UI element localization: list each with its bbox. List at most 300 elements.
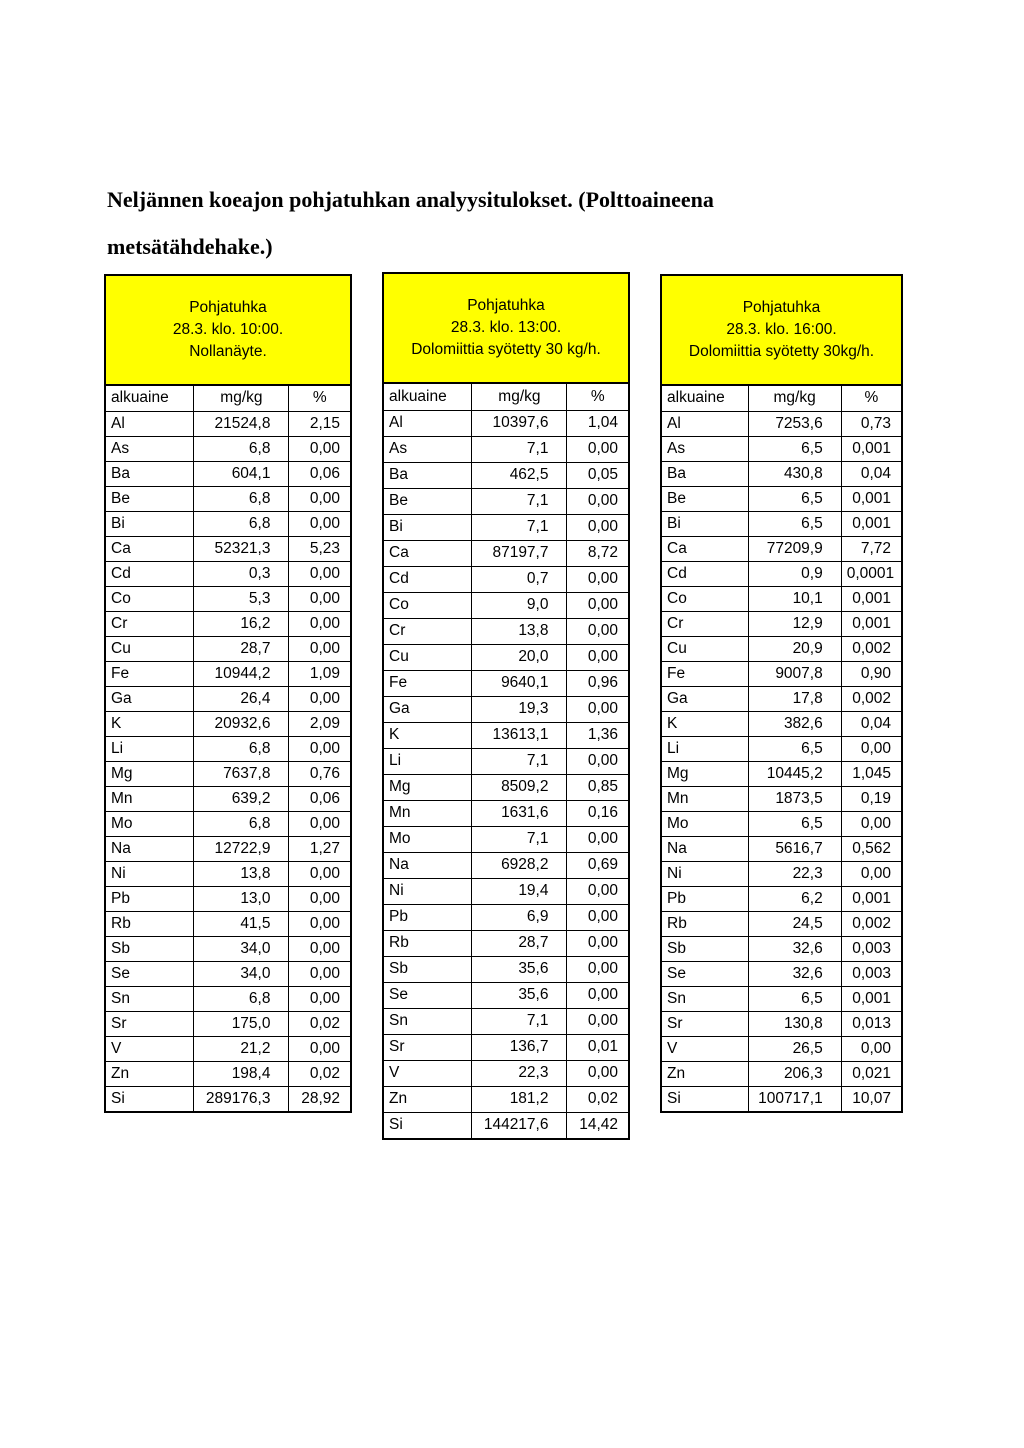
element-cell: Ca — [106, 536, 194, 561]
percent-cell: 0,00 — [289, 961, 350, 986]
table-row — [384, 826, 628, 852]
table-row — [106, 1011, 350, 1036]
table-row — [384, 696, 628, 722]
column-header-percent: % — [289, 386, 350, 411]
element-cell: Al — [106, 411, 194, 436]
table-row — [106, 586, 350, 611]
mgkg-cell: 10,1 — [748, 586, 841, 611]
element-cell: Al — [662, 411, 748, 436]
element-cell: Fe — [662, 661, 748, 686]
table-row — [106, 436, 350, 461]
percent-cell: 0,00 — [841, 861, 901, 886]
percent-cell: 0,69 — [567, 852, 628, 878]
table-row — [106, 486, 350, 511]
mgkg-cell: 5616,7 — [748, 836, 841, 861]
percent-cell: 0,00 — [289, 911, 350, 936]
element-cell: Ga — [662, 686, 748, 711]
mgkg-cell: 0,7 — [472, 566, 567, 592]
mgkg-cell: 6,8 — [194, 811, 289, 836]
table-header-line: Pohjatuhka — [189, 299, 267, 316]
table-header-line: Pohjatuhka — [742, 299, 821, 316]
element-cell: Mg — [662, 761, 748, 786]
element-cell: Co — [662, 586, 748, 611]
column-header-element: alkuaine — [384, 384, 472, 410]
table-row — [106, 911, 350, 936]
percent-cell: 0,00 — [289, 736, 350, 761]
element-cell: Ni — [384, 878, 472, 904]
mgkg-cell: 5,3 — [194, 586, 289, 611]
percent-cell: 0,00 — [289, 436, 350, 461]
table-row — [106, 736, 350, 761]
table-row — [106, 986, 350, 1011]
mgkg-cell: 7637,8 — [194, 761, 289, 786]
mgkg-cell: 34,0 — [194, 961, 289, 986]
mgkg-cell: 0,3 — [194, 561, 289, 586]
element-cell: Cu — [662, 636, 748, 661]
percent-cell: 0,001 — [841, 486, 901, 511]
element-cell: Si — [384, 1112, 472, 1138]
mgkg-cell: 7,1 — [472, 748, 567, 774]
table-row — [662, 686, 901, 711]
element-cell: Fe — [106, 661, 194, 686]
table-row — [662, 511, 901, 536]
table-row — [106, 536, 350, 561]
element-cell: Mn — [384, 800, 472, 826]
mgkg-cell: 6,8 — [194, 736, 289, 761]
percent-cell: 0,00 — [567, 982, 628, 1008]
mgkg-cell: 20,9 — [748, 636, 841, 661]
mgkg-cell: 136,7 — [472, 1034, 567, 1060]
element-cell: Cr — [384, 618, 472, 644]
table-header-line: 28.3. klo. 10:00. — [172, 321, 284, 338]
table-row — [384, 748, 628, 774]
percent-cell: 0,00 — [567, 904, 628, 930]
mgkg-cell: 6,8 — [194, 511, 289, 536]
percent-cell: 0,04 — [841, 461, 901, 486]
mgkg-cell: 20,0 — [472, 644, 567, 670]
element-cell: Mn — [662, 786, 748, 811]
element-cell: Ca — [662, 536, 748, 561]
table-header-line: Dolomiittia syötetty 30kg/h. — [688, 343, 875, 360]
mgkg-cell: 10445,2 — [748, 761, 841, 786]
table-row — [384, 1112, 628, 1138]
percent-cell: 8,72 — [567, 540, 628, 566]
element-cell: Cr — [106, 611, 194, 636]
mgkg-cell: 10944,2 — [194, 661, 289, 686]
mgkg-cell: 7,1 — [472, 488, 567, 514]
mgkg-cell: 7,1 — [472, 1008, 567, 1034]
element-cell: Sn — [384, 1008, 472, 1034]
element-table — [106, 386, 350, 1111]
table-row — [106, 786, 350, 811]
table-row — [384, 800, 628, 826]
percent-cell: 0,96 — [567, 670, 628, 696]
element-cell: Co — [106, 586, 194, 611]
percent-cell: 0,00 — [289, 1036, 350, 1061]
element-cell: Cu — [384, 644, 472, 670]
column-header-percent: % — [841, 386, 901, 411]
mgkg-cell: 1631,6 — [472, 800, 567, 826]
table-row — [384, 930, 628, 956]
table-row — [106, 1061, 350, 1086]
mgkg-cell: 21524,8 — [194, 411, 289, 436]
percent-cell: 0,0001 — [841, 561, 901, 586]
table-row — [662, 936, 901, 961]
mgkg-cell: 430,8 — [748, 461, 841, 486]
percent-cell: 0,00 — [289, 686, 350, 711]
element-cell: As — [662, 436, 748, 461]
element-cell: Na — [384, 852, 472, 878]
table-row — [106, 636, 350, 661]
table-row — [662, 886, 901, 911]
mgkg-cell: 13,8 — [472, 618, 567, 644]
element-cell: Mg — [106, 761, 194, 786]
percent-cell: 0,73 — [841, 411, 901, 436]
element-cell: Sn — [106, 986, 194, 1011]
element-cell: Bi — [662, 511, 748, 536]
percent-cell: 0,00 — [567, 566, 628, 592]
mgkg-cell: 7,1 — [472, 436, 567, 462]
table-row — [662, 586, 901, 611]
mgkg-cell: 22,3 — [472, 1060, 567, 1086]
percent-cell: 1,04 — [567, 410, 628, 436]
element-cell: Bi — [384, 514, 472, 540]
table-header — [106, 276, 350, 386]
mgkg-cell: 21,2 — [194, 1036, 289, 1061]
mgkg-cell: 130,8 — [748, 1011, 841, 1036]
column-header-row — [662, 386, 901, 411]
table-row — [662, 636, 901, 661]
element-cell: Se — [662, 961, 748, 986]
element-cell: Zn — [106, 1061, 194, 1086]
percent-cell: 0,021 — [841, 1061, 901, 1086]
table-row — [384, 410, 628, 436]
percent-cell: 0,003 — [841, 936, 901, 961]
percent-cell: 0,00 — [841, 811, 901, 836]
table-row — [662, 736, 901, 761]
percent-cell: 0,00 — [289, 611, 350, 636]
percent-cell: 0,00 — [567, 1060, 628, 1086]
table-row — [384, 618, 628, 644]
element-cell: Pb — [106, 886, 194, 911]
element-cell: Zn — [384, 1086, 472, 1112]
percent-cell: 0,562 — [841, 836, 901, 861]
mgkg-cell: 12,9 — [748, 611, 841, 636]
element-cell: Be — [106, 486, 194, 511]
table-row — [106, 561, 350, 586]
element-cell: As — [384, 436, 472, 462]
table-header-line: Nollanäyte. — [189, 343, 267, 360]
table-header-line: Pohjatuhka — [467, 297, 545, 314]
mgkg-cell: 289176,3 — [194, 1086, 289, 1111]
percent-cell: 0,19 — [841, 786, 901, 811]
mgkg-cell: 6,5 — [748, 811, 841, 836]
table-row — [106, 686, 350, 711]
mgkg-cell: 13,8 — [194, 861, 289, 886]
percent-cell: 0,02 — [289, 1011, 350, 1036]
element-cell: Se — [106, 961, 194, 986]
table-row — [384, 644, 628, 670]
percent-cell: 0,00 — [567, 826, 628, 852]
table-row — [662, 436, 901, 461]
mgkg-cell: 41,5 — [194, 911, 289, 936]
percent-cell: 0,001 — [841, 436, 901, 461]
mgkg-cell: 198,4 — [194, 1061, 289, 1086]
table-row — [384, 1086, 628, 1112]
table-header-line: 28.3. klo. 16:00. — [726, 321, 837, 338]
table-row — [662, 1011, 901, 1036]
percent-cell: 0,00 — [841, 736, 901, 761]
table-row — [662, 836, 901, 861]
table-row — [662, 1086, 901, 1111]
mgkg-cell: 28,7 — [472, 930, 567, 956]
table-header — [384, 274, 628, 384]
percent-cell: 0,06 — [289, 786, 350, 811]
element-cell: Mg — [384, 774, 472, 800]
mgkg-cell: 87197,7 — [472, 540, 567, 566]
element-cell: Cd — [384, 566, 472, 592]
mgkg-cell: 6,5 — [748, 736, 841, 761]
element-cell: Cr — [662, 611, 748, 636]
percent-cell: 0,013 — [841, 1011, 901, 1036]
element-cell: As — [106, 436, 194, 461]
table-row — [384, 436, 628, 462]
percent-cell: 0,002 — [841, 686, 901, 711]
element-cell: K — [384, 722, 472, 748]
mgkg-cell: 32,6 — [748, 961, 841, 986]
percent-cell: 0,02 — [289, 1061, 350, 1086]
percent-cell: 0,00 — [567, 488, 628, 514]
element-cell: K — [106, 711, 194, 736]
element-cell: Zn — [662, 1061, 748, 1086]
table-row — [106, 461, 350, 486]
table-row — [384, 514, 628, 540]
mgkg-cell: 6,5 — [748, 436, 841, 461]
mgkg-cell: 100717,1 — [748, 1086, 841, 1111]
mgkg-cell: 17,8 — [748, 686, 841, 711]
percent-cell: 0,00 — [567, 592, 628, 618]
mgkg-cell: 6,9 — [472, 904, 567, 930]
percent-cell: 0,00 — [567, 644, 628, 670]
column-header-mgkg: mg/kg — [194, 386, 289, 411]
mgkg-cell: 13613,1 — [472, 722, 567, 748]
element-cell: Se — [384, 982, 472, 1008]
element-cell: Ba — [662, 461, 748, 486]
column-header-element: alkuaine — [106, 386, 194, 411]
element-cell: Be — [384, 488, 472, 514]
table-row — [662, 661, 901, 686]
percent-cell: 0,01 — [567, 1034, 628, 1060]
percent-cell: 1,09 — [289, 661, 350, 686]
percent-cell: 0,001 — [841, 611, 901, 636]
percent-cell: 0,00 — [289, 986, 350, 1011]
percent-cell: 1,045 — [841, 761, 901, 786]
percent-cell: 0,00 — [289, 486, 350, 511]
percent-cell: 0,00 — [567, 618, 628, 644]
percent-cell: 0,00 — [289, 586, 350, 611]
table-row — [662, 486, 901, 511]
table-row — [662, 811, 901, 836]
element-cell: Ba — [106, 461, 194, 486]
element-cell: Ba — [384, 462, 472, 488]
percent-cell: 0,00 — [567, 930, 628, 956]
table-row — [662, 536, 901, 561]
table-row — [106, 836, 350, 861]
element-cell: Sr — [106, 1011, 194, 1036]
element-cell: Rb — [384, 930, 472, 956]
percent-cell: 0,001 — [841, 986, 901, 1011]
percent-cell: 7,72 — [841, 536, 901, 561]
results-table-10-00 — [104, 274, 352, 1113]
table-row — [384, 774, 628, 800]
document-title: Neljännen koeajon pohjatuhkan analyysitulokset. (Polttoaineena metsätähdehake.) — [107, 187, 714, 259]
percent-cell: 0,02 — [567, 1086, 628, 1112]
mgkg-cell: 8509,2 — [472, 774, 567, 800]
mgkg-cell: 13,0 — [194, 886, 289, 911]
column-header-mgkg: mg/kg — [472, 384, 567, 410]
table-row — [662, 711, 901, 736]
table-row — [106, 1036, 350, 1061]
table-row — [384, 982, 628, 1008]
percent-cell: 28,92 — [289, 1086, 350, 1111]
percent-cell: 0,00 — [841, 1036, 901, 1061]
column-header-row — [384, 384, 628, 410]
element-cell: Pb — [662, 886, 748, 911]
percent-cell: 0,00 — [289, 936, 350, 961]
table-row — [384, 852, 628, 878]
element-cell: Sb — [384, 956, 472, 982]
table-row — [662, 986, 901, 1011]
table-row — [106, 961, 350, 986]
column-header-mgkg: mg/kg — [748, 386, 841, 411]
percent-cell: 0,00 — [567, 436, 628, 462]
element-cell: Sr — [662, 1011, 748, 1036]
percent-cell: 0,05 — [567, 462, 628, 488]
percent-cell: 0,001 — [841, 511, 901, 536]
table-row — [662, 461, 901, 486]
mgkg-cell: 462,5 — [472, 462, 567, 488]
mgkg-cell: 9007,8 — [748, 661, 841, 686]
element-cell: V — [384, 1060, 472, 1086]
mgkg-cell: 10397,6 — [472, 410, 567, 436]
mgkg-cell: 9640,1 — [472, 670, 567, 696]
element-cell: Mo — [106, 811, 194, 836]
mgkg-cell: 19,3 — [472, 696, 567, 722]
percent-cell: 0,00 — [289, 886, 350, 911]
column-header-row — [106, 386, 350, 411]
mgkg-cell: 144217,6 — [472, 1112, 567, 1138]
table-row — [384, 670, 628, 696]
element-cell: Ni — [106, 861, 194, 886]
mgkg-cell: 604,1 — [194, 461, 289, 486]
table-row — [662, 1036, 901, 1061]
mgkg-cell: 28,7 — [194, 636, 289, 661]
percent-cell: 0,00 — [289, 811, 350, 836]
table-row — [106, 611, 350, 636]
table-row — [106, 661, 350, 686]
element-table — [384, 384, 628, 1138]
mgkg-cell: 181,2 — [472, 1086, 567, 1112]
table-row — [662, 961, 901, 986]
table-row — [106, 411, 350, 436]
mgkg-cell: 382,6 — [748, 711, 841, 736]
table-row — [384, 878, 628, 904]
percent-cell: 0,002 — [841, 636, 901, 661]
percent-cell: 0,00 — [567, 1008, 628, 1034]
element-table — [662, 386, 901, 1111]
element-cell: Si — [106, 1086, 194, 1111]
results-table-16-00 — [660, 274, 903, 1113]
percent-cell: 0,90 — [841, 661, 901, 686]
mgkg-cell: 12722,9 — [194, 836, 289, 861]
mgkg-cell: 7,1 — [472, 826, 567, 852]
element-cell: Sb — [106, 936, 194, 961]
table-row — [662, 861, 901, 886]
table-row — [384, 904, 628, 930]
element-cell: Sr — [384, 1034, 472, 1060]
mgkg-cell: 1873,5 — [748, 786, 841, 811]
element-cell: V — [106, 1036, 194, 1061]
table-row — [384, 566, 628, 592]
mgkg-cell: 0,9 — [748, 561, 841, 586]
element-cell: Ni — [662, 861, 748, 886]
table-row — [384, 592, 628, 618]
percent-cell: 0,00 — [567, 956, 628, 982]
table-row — [662, 561, 901, 586]
element-cell: Ga — [106, 686, 194, 711]
percent-cell: 10,07 — [841, 1086, 901, 1111]
mgkg-cell: 6,5 — [748, 511, 841, 536]
results-table-13-00 — [382, 272, 630, 1140]
column-header-percent: % — [567, 384, 628, 410]
percent-cell: 1,27 — [289, 836, 350, 861]
element-cell: Si — [662, 1086, 748, 1111]
table-row — [384, 722, 628, 748]
element-cell: Be — [662, 486, 748, 511]
element-cell: Sn — [662, 986, 748, 1011]
table-header-line: 28.3. klo. 13:00. — [450, 319, 562, 336]
table-row — [106, 886, 350, 911]
element-cell: Cd — [662, 561, 748, 586]
table-row — [384, 540, 628, 566]
percent-cell: 1,36 — [567, 722, 628, 748]
percent-cell: 0,001 — [841, 586, 901, 611]
percent-cell: 0,00 — [289, 511, 350, 536]
mgkg-cell: 6928,2 — [472, 852, 567, 878]
element-cell: K — [662, 711, 748, 736]
percent-cell: 14,42 — [567, 1112, 628, 1138]
mgkg-cell: 22,3 — [748, 861, 841, 886]
percent-cell: 0,16 — [567, 800, 628, 826]
mgkg-cell: 7,1 — [472, 514, 567, 540]
table-row — [384, 1034, 628, 1060]
element-cell: Rb — [106, 911, 194, 936]
table-row — [384, 462, 628, 488]
percent-cell: 0,85 — [567, 774, 628, 800]
element-cell: Li — [662, 736, 748, 761]
element-cell: V — [662, 1036, 748, 1061]
mgkg-cell: 7253,6 — [748, 411, 841, 436]
percent-cell: 0,00 — [289, 636, 350, 661]
element-cell: Li — [384, 748, 472, 774]
mgkg-cell: 6,8 — [194, 986, 289, 1011]
mgkg-cell: 6,2 — [748, 886, 841, 911]
table-row — [384, 488, 628, 514]
mgkg-cell: 77209,9 — [748, 536, 841, 561]
column-header-element: alkuaine — [662, 386, 748, 411]
mgkg-cell: 6,5 — [748, 486, 841, 511]
mgkg-cell: 20932,6 — [194, 711, 289, 736]
